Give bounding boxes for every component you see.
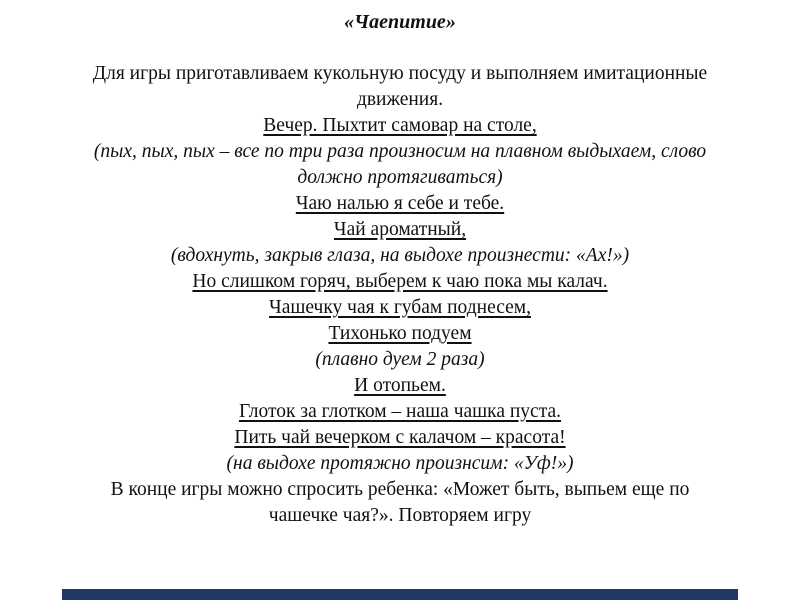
blank-line [20, 35, 780, 61]
text-line: (вдохнуть, закрыв глаза, на выдохе произнести: «Ах!») [170, 245, 630, 266]
text-line: Тихонько подуем [328, 323, 472, 344]
text-line: должно протягиваться) [297, 167, 503, 188]
text-line: Чай ароматный, [333, 219, 467, 240]
text-line: движения. [356, 89, 444, 110]
text-line: И отопьем. [354, 375, 446, 396]
body-lines [20, 61, 780, 529]
text-line: В конце игры можно спросить ребенка: «Может быть, выпьем еще по [110, 479, 690, 500]
text-line: (пых, пых, пых – все по три раза произносим на плавном выдыхаем, слово [93, 141, 707, 162]
slide-title: «Чаепитие» [344, 11, 456, 33]
text-line: Чашечку чая к губам поднесем, [269, 297, 531, 318]
text-line: (на выдохе протяжно произнсим: «Уф!») [226, 453, 574, 474]
text-line: (плавно дуем 2 раза) [315, 349, 485, 370]
text-block [20, 9, 780, 529]
text-line: Но слишком горяч, выберем к чаю пока мы калач. [192, 271, 608, 292]
text-line: Вечер. Пыхтит самовар на столе, [263, 115, 537, 136]
bottom-accent-bar [62, 589, 738, 600]
text-line: Чаю налью я себе и тебе. [295, 193, 505, 214]
text-line: чашечке чая?». Повторяем игру [268, 505, 532, 526]
text-line: Глоток за глотком – наша чашка пуста. [238, 401, 562, 422]
text-line: Пить чай вечерком с калачом – красота! [234, 427, 566, 448]
text-line: Для игры приготавливаем кукольную посуду и выполняем имитационные [92, 63, 708, 84]
